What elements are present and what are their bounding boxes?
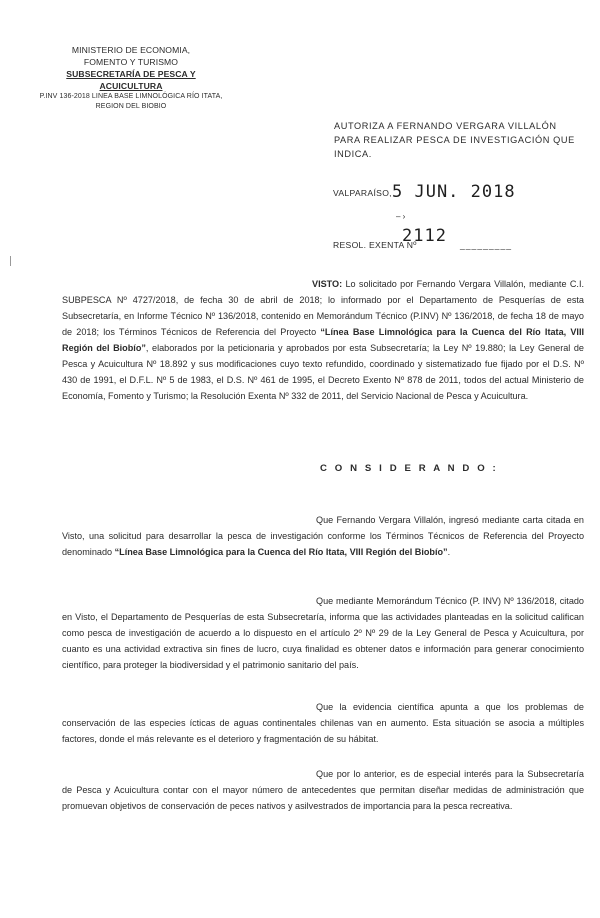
p3-text: Que la evidencia científica apunta a que los problemas de conservación de las especies ícticas de aguas continentales chilenas van en aumento. Esta situación se asocia a múltiples factores, donde el más relevante es el deterioro y fragmentación de su hábitat. [62,702,584,744]
p1-end: . [447,547,451,557]
considerando-paragraph-4 [62,766,584,814]
date-stamp: 5 JUN. 2018 [392,182,516,202]
stamp-mark: – › [396,212,406,221]
subsecretariat-name: SUBSECRETARÍA DE PESCA Y ACUICULTURA [66,69,196,91]
visto-text-1: Lo solicitado por Fernando Vergara Villalón, mediante C.I. SUBPESCA Nº 4727/2018, de fecha 30 de abril de 2018; lo informado por el Departamento de Pesquerías de esta Subsecretaría, en Informe Técnico Nº 136/2018, contenido en Memorándum Técnico (P.INV) Nº 136/2018, de fecha 18 de mayo de 2018; los Términos Técnicos de Referencia del Proyecto [62,279,584,337]
resolution-number: 2112 [402,226,447,246]
file-reference: P.INV 136-2018 LINEA BASE LIMNOLÓGICA RÍO ITATA, [39,93,223,100]
region-reference: REGION DEL BIOBIO [95,103,167,110]
p4-text: Que por lo anterior, es de especial interés para la Subsecretaría de Pesca y Acuicultura contar con el mayor número de antecedentes que permitan diseñar medidas de administración que promuevan objetivos de conservación de peces nativos y asilvestrados de importancia para la pesca recreativa. [62,769,584,811]
ministry-name: MINISTERIO DE ECONOMIA, [71,45,191,55]
p2-text: Que mediante Memorándum Técnico (P. INV) Nº 136/2018, citado en Visto, el Departamento de Pesquerías de esta Subsecretaría, informa que las actividades planteadas en la solicitud califican como pesca de investigación de acuerdo a lo dispuesto en el artículo 2º Nº 29 de la Ley General de Pesca y Acuicultura, por cuanto es una actividad extractiva sin fines de lucro, cuya finalidad es obtener datos e información para generar conocimiento científico, para proteger la biodiversidad y el patrimonio sanitario del país. [62,596,584,670]
date-city: VALPARAÍSO, [333,188,392,198]
p1-project-name: “Línea Base Limnológica para la Cuenca del Río Itata, VIII Región del Biobío” [114,547,448,557]
resolution-blank-line: _________ [460,240,513,250]
letterhead [36,44,226,112]
considerando-paragraph-1 [62,512,584,560]
considerando-paragraph-2 [62,593,584,673]
ministry-name-2: FOMENTO Y TURISMO [83,57,179,67]
considerando-heading: C O N S I D E R A N D O : [320,463,499,474]
considerando-paragraph-3 [62,699,584,747]
margin-mark [10,256,11,266]
p1-text: Que Fernando Vergara Villalón, ingresó mediante carta citada en Visto, una solicitud para desarrollar la pesca de investigación conforme los Términos Técnicos de Referencia del Proyecto denominado [62,515,584,557]
resolution-label: RESOL. EXENTA Nº [333,240,417,250]
visto-title: VISTO: [312,279,343,289]
visto-text-2: , elaborados por la peticionaria y aprobados por esta Subsecretaría; la Ley Nº 19.880; la Ley General de Pesca y Acuicultura Nº 18.892 y sus modificaciones cuyo texto refundido, coordinado y sistematizado fue fijado por el D.S. Nº 430 de 1991, el D.F.L. Nº 5 de 1983, el D.S. Nº 461 de 1995, el Decreto Exento Nº 878 de 2011, todos del actual Ministerio de Economía, Fomento y Turismo; la Resolución Exenta Nº 332 de 2011, del Servicio Nacional de Pesca y Acuicultura. [62,343,584,401]
document-subject: AUTORIZA A FERNANDO VERGARA VILLALÓN PARA REALIZAR PESCA DE INVESTIGACIÓN QUE INDICA. [334,121,575,159]
visto-paragraph [62,276,584,404]
visto-project-name: “Línea Base Limnológica para la Cuenca del Río Itata, VIII Región del Biobío” [62,327,584,353]
